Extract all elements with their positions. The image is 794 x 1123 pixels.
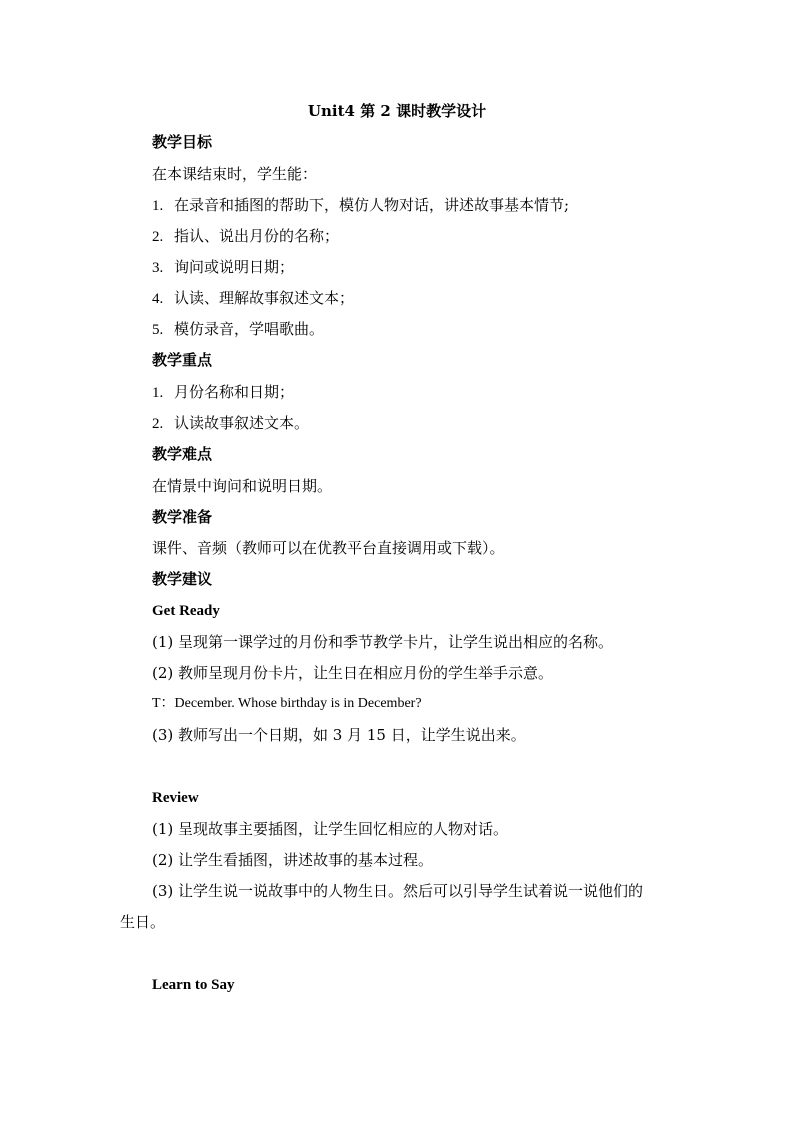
- objectives-intro: 在本课结束时，学生能：: [152, 165, 318, 183]
- objectives-heading: 教学目标: [152, 133, 213, 151]
- review-item: (2) 让学生看插图，讲述故事的基本过程。: [152, 851, 434, 869]
- difficulties-heading: 教学难点: [152, 445, 213, 463]
- review-item-continuation: 生日。: [120, 913, 166, 931]
- document-title: Unit4 第 2 课时教学设计: [307, 102, 487, 120]
- learn-to-say-heading: Learn to Say: [152, 977, 235, 993]
- preparation-heading: 教学准备: [152, 508, 213, 526]
- list-text: 认读、理解故事叙述文本；: [174, 289, 355, 307]
- preparation-text: 课件、音频（教师可以在优教平台直接调用或下载）。: [152, 539, 505, 557]
- list-number: 5.: [152, 322, 164, 338]
- list-text: 认读故事叙述文本。: [174, 414, 310, 432]
- get-ready-heading: Get Ready: [152, 603, 220, 619]
- list-number: 4.: [152, 291, 164, 307]
- get-ready-item: (1) 呈现第一课学过的月份和季节教学卡片，让学生说出相应的名称。: [152, 633, 614, 651]
- list-text: 指认、说出月份的名称；: [174, 227, 340, 245]
- objective-item: [152, 288, 354, 309]
- key-points-heading: 教学重点: [152, 351, 213, 369]
- list-text: 询问或说明日期；: [174, 258, 295, 276]
- review-item: (3) 让学生说一说故事中的人物生日。然后可以引导学生试着说一说他们的: [152, 882, 644, 900]
- key-point-item: [152, 413, 309, 434]
- list-text: 月份名称和日期；: [174, 383, 295, 401]
- review-heading: Review: [152, 790, 199, 806]
- objective-item: [152, 195, 569, 216]
- objective-item: [152, 226, 339, 247]
- list-number: 1.: [152, 385, 164, 401]
- difficulties-text: 在情景中询问和说明日期。: [152, 477, 333, 495]
- list-text: 模仿录音，学唱歌曲。: [174, 320, 325, 338]
- suggestions-heading: 教学建议: [152, 570, 213, 588]
- list-number: 1.: [152, 198, 164, 214]
- dialogue-line: T：December. Whose birthday is in December?: [152, 696, 422, 711]
- get-ready-item: (2) 教师呈现月份卡片，让生日在相应月份的学生举手示意。: [152, 664, 554, 682]
- key-point-item: [152, 382, 294, 403]
- get-ready-item: (3) 教师写出一个日期，如 3 月 15 日，让学生说出来。: [152, 726, 526, 744]
- list-number: 2.: [152, 416, 164, 432]
- list-text: 在录音和插图的帮助下，模仿人物对话，讲述故事基本情节;: [174, 196, 570, 214]
- review-item: (1) 呈现故事主要插图，让学生回忆相应的人物对话。: [152, 820, 509, 838]
- objective-item: [152, 257, 294, 278]
- list-number: 3.: [152, 260, 164, 276]
- objective-item: [152, 319, 324, 340]
- list-number: 2.: [152, 229, 164, 245]
